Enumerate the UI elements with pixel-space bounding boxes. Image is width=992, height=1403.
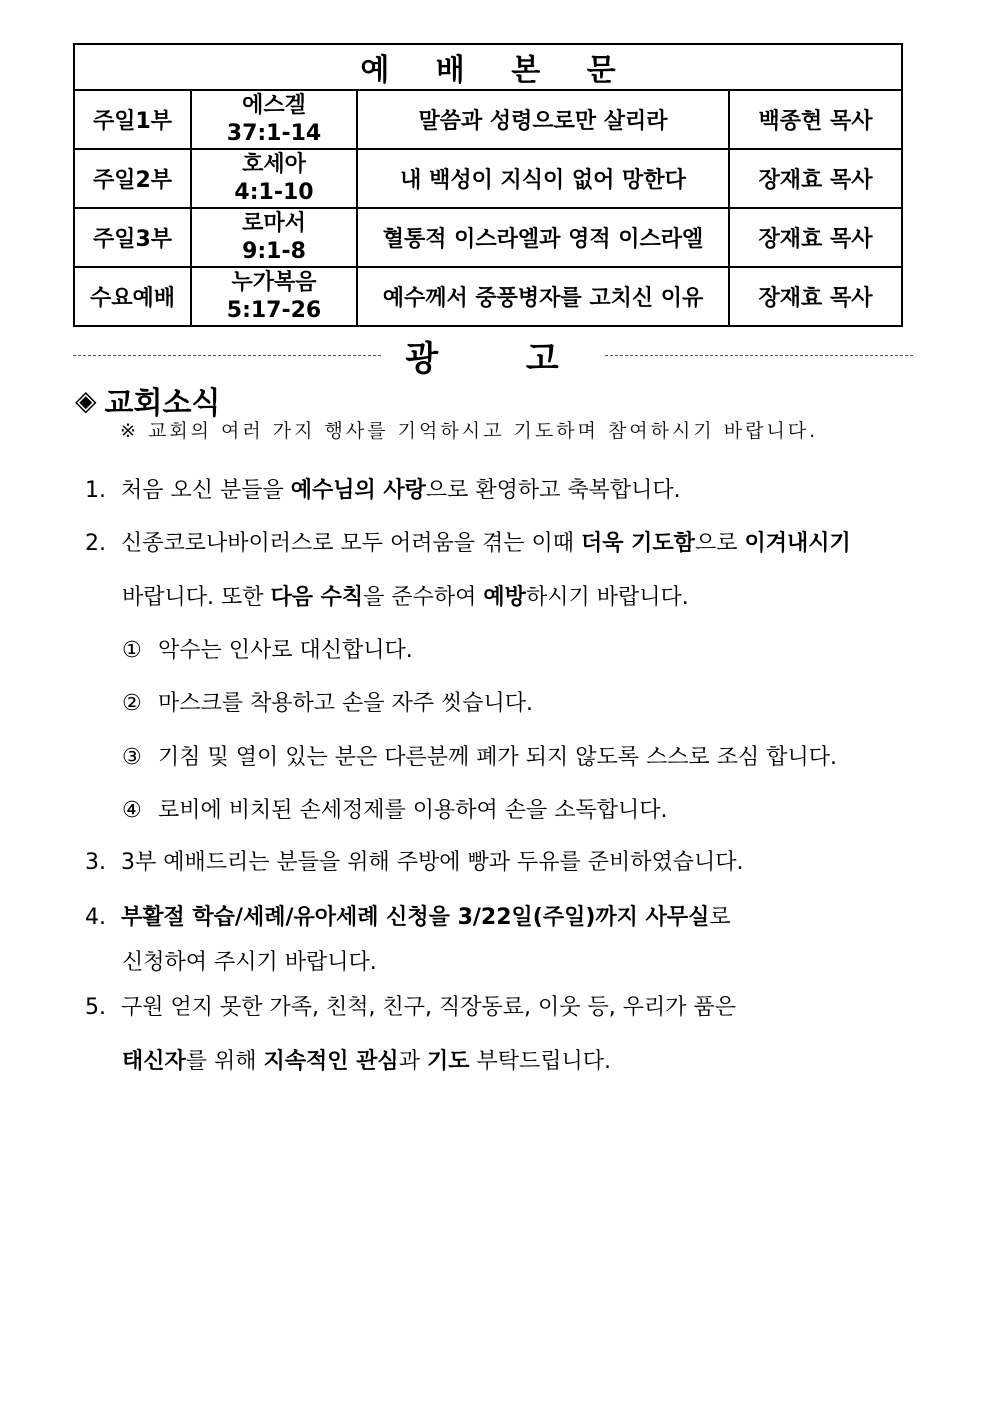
announcements-header [73,335,913,379]
divider [73,355,381,356]
list-item: 3. 3부 예배드리는 분들을 위해 주방에 빵과 두유를 준비하였습니다. [85,850,744,875]
service-name: 수요예배 [74,267,191,326]
sermon-title: 혈통적 이스라엘과 영적 이스라엘 [357,208,729,267]
list-item-continuation: 신청하여 주시기 바랍니다. [122,950,377,975]
table-row [74,208,902,267]
sermon-title: 예수께서 중풍병자를 고치신 이유 [357,267,729,326]
sub-list-item: ④ 로비에 비치된 손세정제를 이용하여 손을 소독합니다. [122,798,668,823]
list-item: 2. 신종코로나바이러스로 모두 어려움을 겪는 이때 더욱 기도함으로 이겨내시기 [85,531,851,556]
sub-list-item: ① 악수는 인사로 대신합니다. [122,638,413,663]
table-row [74,90,902,149]
diamond-icon: ◈ [75,383,97,417]
announcements-title: 광 고 [405,338,597,379]
scripture-passage: 누가복음 5:17-26 [191,267,357,326]
pastor-name: 장재효 목사 [729,149,902,208]
sermon-title: 내 백성이 지식이 없어 망한다 [357,149,729,208]
list-item-continuation: 태신자를 위해 지속적인 관심과 기도 부탁드립니다. [122,1049,611,1074]
sub-list-item: ③ 기침 및 열이 있는 분은 다른분께 폐가 되지 않도록 스스로 조심 합니다. [122,745,837,770]
divider [605,355,913,356]
worship-scripture-table [73,43,903,327]
pastor-name: 백종현 목사 [729,90,902,149]
sub-list-item: ② 마스크를 착용하고 손을 자주 씻습니다. [122,691,533,716]
section-title-text: 교회소식 [104,386,221,421]
pastor-name: 장재효 목사 [729,208,902,267]
service-name: 주일2부 [74,149,191,208]
list-item: 4. 부활절 학습/세례/유아세례 신청을 3/22일(주일)까지 사무실로 [85,905,731,930]
table-title: 예 배 본 문 [74,44,902,90]
table-row [74,149,902,208]
service-name: 주일1부 [74,90,191,149]
scripture-passage: 로마서 9:1-8 [191,208,357,267]
list-item: 5. 구원 얻지 못한 가족, 친척, 친구, 직장동료, 이웃 등, 우리가 품은 [85,995,736,1020]
table-row [74,267,902,326]
sermon-title: 말씀과 성령으로만 살리라 [357,90,729,149]
service-name: 주일3부 [74,208,191,267]
scripture-passage: 에스겔 37:1-14 [191,90,357,149]
scripture-passage: 호세아 4:1-10 [191,149,357,208]
section-note: ※ 교회의 여러 가지 행사를 기억하시고 기도하며 참여하시기 바랍니다. [120,420,819,442]
list-item: 1. 처음 오신 분들을 예수님의 사랑으로 환영하고 축복합니다. [85,478,681,503]
list-item-continuation: 바랍니다. 또한 다음 수칙을 준수하여 예방하시기 바랍니다. [122,585,689,610]
pastor-name: 장재효 목사 [729,267,902,326]
